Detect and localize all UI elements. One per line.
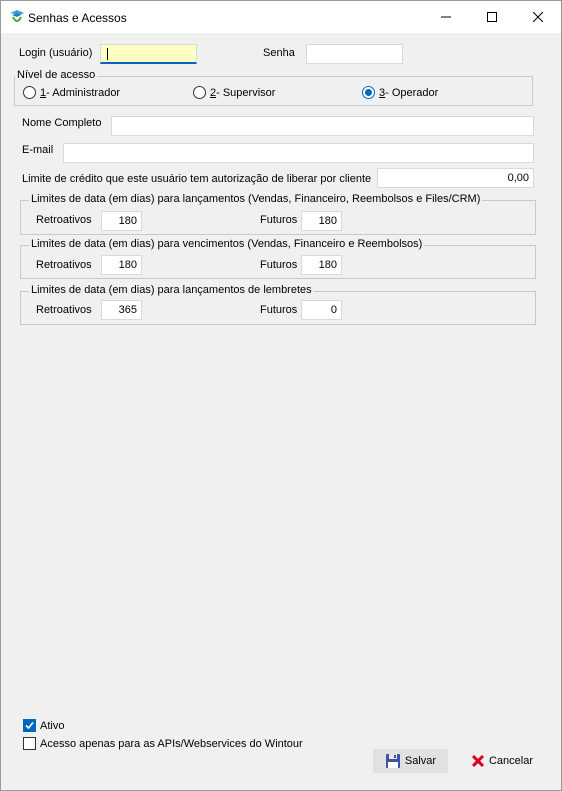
text-caret [107, 48, 108, 60]
radio-administrador[interactable]: 1 - Administrador [23, 86, 120, 99]
radio-circle [23, 86, 36, 99]
retroativos-label: Retroativos [36, 214, 92, 226]
window-title: Senhas e Acessos [28, 11, 127, 25]
maximize-button[interactable] [469, 1, 515, 33]
email-input[interactable] [63, 143, 534, 163]
senha-label: Senha [263, 47, 295, 59]
nome-completo-input[interactable] [111, 116, 534, 136]
maximize-icon [487, 12, 497, 22]
login-label: Login (usuário) [19, 47, 93, 59]
group-title: Limites de data (em dias) para vencimentos (Vendas, Financeiro e Reembolsos) [31, 238, 423, 250]
credit-limit-input[interactable]: 0,00 [377, 168, 534, 188]
group-title: Limites de data (em dias) para lançamentos (Vendas, Financeiro, Reembolsos e Files/CRM) [31, 193, 481, 205]
futuros-input[interactable]: 180 [301, 211, 342, 231]
retroativos-input[interactable]: 180 [101, 255, 142, 275]
app-logo-icon [9, 9, 25, 25]
email-label: E-mail [22, 144, 54, 156]
minimize-button[interactable] [423, 1, 469, 33]
retroativos-input[interactable]: 365 [101, 300, 142, 320]
nome-completo-label: Nome Completo [22, 117, 102, 129]
retroativos-label: Retroativos [36, 304, 92, 316]
futuros-label: Futuros [260, 304, 298, 316]
login-input[interactable] [100, 44, 197, 64]
cancel-button[interactable]: Cancelar [466, 749, 538, 773]
floppy-disk-icon [385, 753, 401, 769]
radio-operador[interactable]: 3 - Operador [362, 86, 438, 99]
retroativos-label: Retroativos [36, 259, 92, 271]
save-button[interactable]: Salvar [373, 749, 448, 773]
futuros-input[interactable]: 0 [301, 300, 342, 320]
retroativos-input[interactable]: 180 [101, 211, 142, 231]
check-icon [24, 720, 35, 731]
minimize-icon [441, 12, 451, 22]
futuros-label: Futuros [260, 214, 298, 226]
radio-circle-checked [362, 86, 375, 99]
api-only-checkbox[interactable]: Acesso apenas para as APIs/Webservices do Wintour [23, 737, 303, 750]
checkbox-box-checked [23, 719, 36, 732]
access-level-title: Nível de acesso [17, 69, 96, 81]
futuros-input[interactable]: 180 [301, 255, 342, 275]
radio-supervisor[interactable]: 2 - Supervisor [193, 86, 275, 99]
ativo-checkbox[interactable]: Ativo [23, 719, 64, 732]
senha-input[interactable] [306, 44, 403, 64]
red-x-icon [471, 754, 485, 768]
credit-limit-label: Limite de crédito que este usuário tem autorização de liberar por cliente [22, 173, 372, 185]
group-title: Limites de data (em dias) para lançamentos de lembretes [31, 284, 312, 296]
radio-circle [193, 86, 206, 99]
title-bar [1, 1, 561, 33]
close-icon [533, 12, 543, 22]
close-button[interactable] [515, 1, 561, 33]
futuros-label: Futuros [260, 259, 298, 271]
checkbox-box [23, 737, 36, 750]
